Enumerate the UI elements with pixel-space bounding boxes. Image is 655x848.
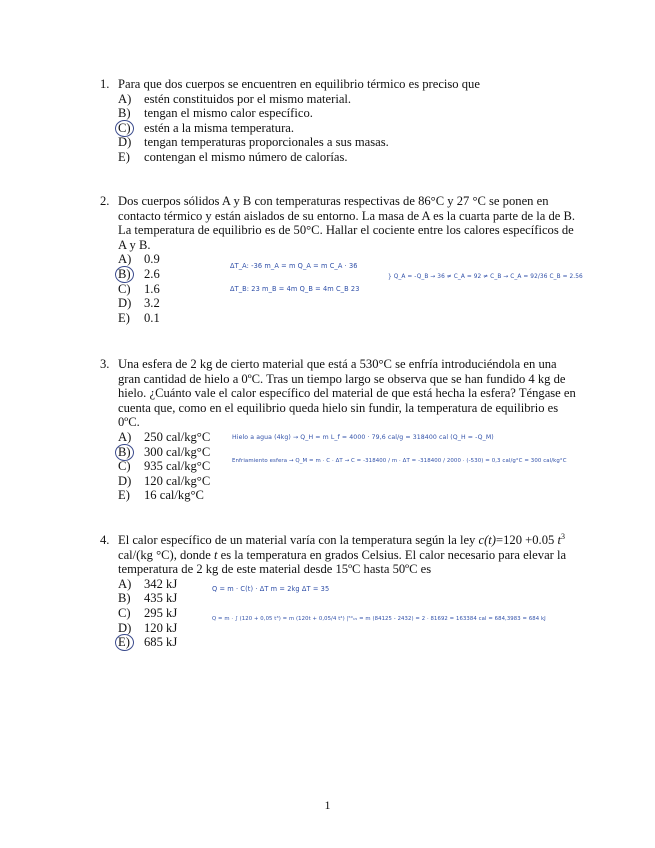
- option-e[interactable]: [100, 488, 580, 503]
- handwritten-note-q2-3: } Q_A = -Q_B → 36 ≠ C_A = 92 ≠ C_B → C_A = 92/36 C_B = 2.56: [388, 274, 583, 280]
- question-number: 3.: [100, 357, 110, 371]
- option-b[interactable]: [100, 106, 580, 121]
- option-text: 935 cal/kg°C: [144, 459, 211, 474]
- option-letter: C): [118, 281, 131, 296]
- option-text: 342 kJ: [144, 576, 178, 591]
- question-1: [100, 77, 580, 165]
- option-e[interactable]: [100, 635, 580, 650]
- option-text: 250 cal/kg°C: [144, 429, 211, 444]
- options-list: [100, 92, 580, 165]
- formula-exponent: 3: [560, 531, 565, 541]
- option-letter: A): [118, 576, 132, 591]
- option-letter: A): [118, 252, 132, 267]
- option-letter: B): [118, 106, 131, 121]
- option-letter: D): [118, 620, 132, 635]
- option-text: 295 kJ: [144, 605, 178, 620]
- formula-function: c(t): [478, 533, 496, 547]
- option-d[interactable]: [100, 474, 580, 489]
- option-letter: A): [118, 429, 132, 444]
- option-text: estén a la misma temperatura.: [144, 120, 295, 135]
- question-text-part: cal/(kg °C), donde: [118, 547, 214, 562]
- option-text: 120 cal/kg°C: [144, 473, 211, 488]
- option-letter: E): [118, 488, 130, 503]
- option-letter: C): [118, 459, 131, 474]
- question-number: 4.: [100, 533, 110, 547]
- option-text: tengan temperaturas proporcionales a sus masas.: [144, 135, 389, 150]
- formula-variable: t: [557, 533, 561, 547]
- question-number: 1.: [100, 77, 110, 91]
- option-letter: B): [118, 266, 131, 281]
- question-text-part: El calor específico de un material varía con la temperatura según la ley: [118, 533, 479, 547]
- option-a[interactable]: [100, 92, 580, 107]
- option-text: 3.2: [144, 296, 160, 311]
- handwritten-note-q4-2: Q = m · ∫ (120 + 0,05 t³) = m (120t + 0,05/4 t⁴) |⁵⁰₁₅ = m (84125 - 2432) = 2 · 81692 = 163384 cal = 684,3983 = 684 kJ: [212, 616, 546, 622]
- option-text: 0.9: [144, 252, 160, 267]
- option-text: 685 kJ: [144, 635, 178, 650]
- option-a[interactable]: [100, 577, 580, 592]
- question-text: Una esfera de 2 kg de cierto material que está a 530°C se enfría introduciéndola en una gran cantidad de hielo a 0ºC. Tras un tiempo largo se observa que se han fundido 4 kg de hielo. ¿Cuánto vale el calor específico del material de que está hecha la esfera? Téngase en cuenta que, como en el equilibrio queda hielo sin fundir, la temperatura de equilibrio es 0ºC.: [118, 357, 576, 430]
- option-d[interactable]: [100, 296, 580, 311]
- page-number: 1: [324, 798, 331, 812]
- option-letter: A): [118, 91, 132, 106]
- option-letter: B): [118, 591, 131, 606]
- handwritten-note-q3-1: Hielo a agua (4kg) → Q_H = m L_f = 4000 · 79,6 cal/g = 318400 cal (Q_H = -Q_M): [232, 434, 494, 441]
- option-text: 120 kJ: [144, 620, 178, 635]
- option-text: 1.6: [144, 281, 160, 296]
- question-text: Dos cuerpos sólidos A y B con temperaturas respectivas de 86°C y 27 °C se ponen en contacto térmico y están aislados de su entorno. La masa de A es la cuarta parte de la de B. La temperatura de equilibrio es de 50°C. Hallar el cociente entre los calores específicos de A y B.: [118, 194, 576, 252]
- question-2: [100, 194, 580, 325]
- option-text: 2.6: [144, 266, 160, 281]
- question-text-part: es la temperatura en grados Celsius. El calor necesario para elevar la temperatura de 2 kg de este material desde 15ºC hasta 50ºC es: [118, 547, 567, 577]
- option-letter: E): [118, 635, 130, 650]
- question-4: [100, 533, 580, 650]
- option-letter: D): [118, 296, 132, 311]
- option-d[interactable]: [100, 135, 580, 150]
- option-letter: C): [118, 120, 131, 135]
- option-b[interactable]: [100, 445, 580, 460]
- question-text: Para que dos cuerpos se encuentren en equilibrio térmico es preciso que: [118, 77, 480, 91]
- option-b[interactable]: [100, 591, 580, 606]
- option-letter: D): [118, 135, 132, 150]
- option-text: estén constituidos por el mismo material.: [144, 91, 352, 106]
- option-text: contengan el mismo número de calorías.: [144, 149, 348, 164]
- question-text: [118, 533, 580, 577]
- options-list: [100, 577, 580, 650]
- handwritten-note-q2-2: ΔT_B: 23 m_B = 4m Q_B = 4m C_B 23: [230, 285, 360, 293]
- option-text: 0.1: [144, 310, 160, 325]
- handwritten-note-q2-1: ΔT_A: -36 m_A = m Q_A = m C_A · 36: [230, 262, 358, 270]
- option-d[interactable]: [100, 621, 580, 636]
- question-3: [100, 357, 580, 503]
- option-letter: E): [118, 149, 130, 164]
- option-letter: C): [118, 605, 131, 620]
- option-text: 435 kJ: [144, 591, 178, 606]
- option-text: 16 cal/kg°C: [144, 488, 204, 503]
- question-text-part: =120 +0.05: [496, 533, 558, 547]
- option-e[interactable]: [100, 150, 580, 165]
- option-text: 300 cal/kg°C: [144, 444, 211, 459]
- option-letter: E): [118, 310, 130, 325]
- option-letter: D): [118, 473, 132, 488]
- question-number: 2.: [100, 194, 110, 208]
- formula-variable: t: [213, 547, 218, 562]
- option-text: tengan el mismo calor específico.: [144, 106, 313, 121]
- option-letter: B): [118, 444, 131, 459]
- option-c[interactable]: [100, 121, 580, 136]
- handwritten-note-q4-1: Q = m · C(t) · ΔT m = 2kg ΔT = 35: [212, 585, 330, 593]
- option-e[interactable]: [100, 311, 580, 326]
- handwritten-note-q3-2: Enfriamiento esfera → Q_M = m · C · ΔT → C = -318400 / m · ΔT = -318400 / 2000 · (-530) = 0,3 cal/g°C = 300 cal/kg°C: [232, 458, 567, 464]
